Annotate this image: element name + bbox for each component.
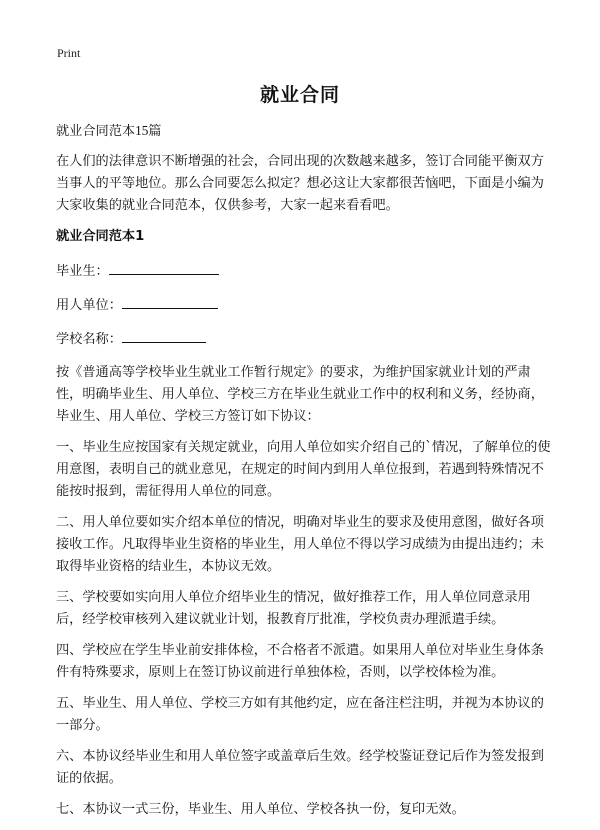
clause-2: 二、用人单位要如实介绍本单位的情况，明确对毕业生的要求及使用意图，做好各项接收工作。凡取得毕业生资格的毕业生，用人单位不得以学习成绩为由提出违约；未取得毕业资格的结业生，本协议无效。 — [56, 515, 544, 574]
field-label: 毕业生： — [56, 264, 109, 279]
clause-1: 一、毕业生应按国家有关规定就业，向用人单位如实介绍自己的`情况，了解单位的使用意图，表明自己的就业意见，在规定的时间内到用人单位报到，若遇到特殊情况不能按时报到，需征得用人单位的同意。 — [56, 440, 551, 499]
document-body — [56, 120, 552, 830]
document-subtitle: 就业合同范本15篇 — [56, 123, 162, 138]
agreement-paragraph: 按《普通高等学校毕业生就业工作暂行规定》的要求，为维护国家就业计划的严肃性，明确毕业生、用人单位、学校三方在毕业生就业工作中的权利和义务，经协商，毕业生、用人单位、学校三方签订如下协议： — [56, 365, 544, 424]
field-employer — [56, 294, 552, 316]
section-heading: 就业合同范本1 — [56, 229, 145, 244]
clause-6: 六、本协议经毕业生和用人单位签字或盖章后生效。经学校鉴证登记后作为签发报到证的依据。 — [56, 749, 544, 786]
intro-paragraph: 在人们的法律意识不断增强的社会，合同出现的次数越来越多，签订合同能平衡双方当事人的平等地位。那么合同要怎么拟定？想必这让大家都很苦恼吧，下面是小编为大家收集的就业合同范本，仅供参考，大家一起来看看吧。 — [56, 154, 544, 213]
blank-line — [122, 294, 218, 309]
blank-line — [122, 328, 206, 343]
document-title: 就业合同 — [259, 84, 340, 106]
print-link[interactable]: Print — [57, 46, 81, 60]
clause-7: 七、本协议一式三份，毕业生、用人单位、学校各执一份，复印无效。 — [56, 802, 465, 817]
blank-line — [109, 260, 219, 275]
field-label: 学校名称： — [56, 332, 122, 347]
clause-3: 三、学校要如实向用人单位介绍毕业生的情况，做好推荐工作，用人单位同意录用后，经学校审核列入建议就业计划，报教育厅批准，学校负责办理派遣手续。 — [56, 590, 531, 627]
field-label: 用人单位： — [56, 298, 122, 313]
field-school — [56, 328, 552, 350]
clause-5: 五、毕业生、用人单位、学校三方如有其他约定，应在备注栏注明，并视为本协议的一部分。 — [56, 696, 544, 733]
clause-4: 四、学校应在学生毕业前安排体检，不合格者不派遣。如果用人单位对毕业生身体条件有特殊要求，原则上在签订协议前进行单独体检，否则，以学校体检为准。 — [56, 643, 544, 680]
field-graduate — [56, 260, 552, 282]
